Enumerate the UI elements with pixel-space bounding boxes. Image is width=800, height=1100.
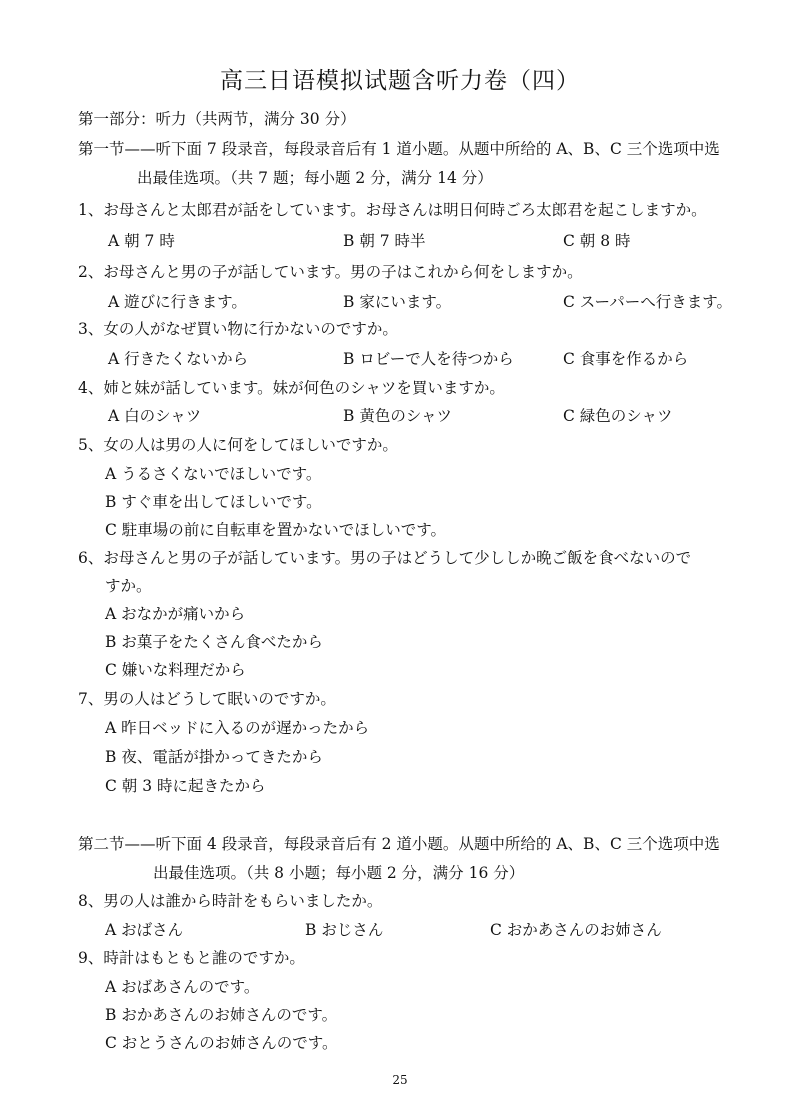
- question-9: 9、時計はもともと誰のですか。: [78, 949, 305, 967]
- question-1-option-b: B 朝 7 時半: [343, 232, 426, 250]
- question-3-option-b: B ロビーで人を待つから: [343, 350, 514, 368]
- page-number: 25: [392, 1073, 408, 1087]
- question-2-option-a: A 遊びに行きます。: [108, 293, 247, 311]
- question-7: 7、男の人はどうして眠いのですか。: [78, 690, 336, 708]
- section2-instructions-line1: 第二节——听下面 4 段录音，每段录音后有 2 道小题。从题中所给的 A、B、C 三个选项中选: [78, 835, 720, 853]
- question-7-option-b: B 夜、電話が掛かってきたから: [105, 748, 323, 766]
- question-5-option-a: A うるさくないでほしいです。: [105, 465, 322, 483]
- question-9-option-c: C おとうさんのお姉さんのです。: [105, 1034, 338, 1052]
- question-8-option-b: B おじさん: [305, 921, 384, 939]
- question-4-option-a: A 白のシャツ: [108, 407, 202, 425]
- question-1-option-c: C 朝 8 時: [563, 232, 631, 250]
- question-8: 8、男の人は誰から時計をもらいましたか。: [78, 892, 383, 910]
- question-6-option-c: C 嫌いな料理だから: [105, 661, 246, 679]
- question-4-option-b: B 黄色のシャツ: [343, 407, 453, 425]
- question-2-option-c: C スーパーへ行きます。: [563, 293, 732, 311]
- question-6-option-b: B お菓子をたくさん食べたから: [105, 633, 323, 651]
- question-5-option-b: B すぐ車を出してほしいです。: [105, 493, 322, 511]
- question-3-option-c: C 食事を作るから: [563, 350, 689, 368]
- question-2: 2、お母さんと男の子が話しています。男の子はこれから何をしますか。: [78, 263, 583, 281]
- question-4: 4、姉と妹が話しています。妹が何色のシャツを買いますか。: [78, 379, 505, 397]
- question-6-continuation: すか。: [105, 577, 152, 595]
- question-3: 3、女の人がなぜ買い物に行かないのですか。: [78, 320, 398, 338]
- part1-heading: 第一部分：听力（共两节，满分 30 分）: [78, 110, 356, 128]
- section2-instructions-line2: 出最佳选项。（共 8 小题；每小题 2 分，满分 16 分）: [153, 864, 525, 882]
- question-1: 1、お母さんと太郎君が話をしています。お母さんは明日何時ごろ太郎君を起こしますか。: [78, 201, 707, 219]
- question-4-option-c: C 緑色のシャツ: [563, 407, 673, 425]
- question-8-option-c: C おかあさんのお姉さん: [490, 921, 662, 939]
- question-6: 6、お母さんと男の子が話しています。男の子はどうして少ししか晩ご飯を食べないので: [78, 549, 692, 567]
- question-3-option-a: A 行きたくないから: [108, 350, 249, 368]
- question-9-option-b: B おかあさんのお姉さんのです。: [105, 1006, 338, 1024]
- question-5-option-c: C 駐車場の前に自転車を置かないでほしいです。: [105, 521, 447, 539]
- question-1-option-a: A 朝 7 時: [108, 232, 175, 250]
- question-9-option-a: A おばあさんのです。: [105, 978, 260, 996]
- question-6-option-a: A おなかが痛いから: [105, 605, 246, 623]
- section1-instructions-line1: 第一节——听下面 7 段录音，每段录音后有 1 道小题。从题中所给的 A、B、C 三个选项中选: [78, 140, 720, 158]
- page-title: 高三日语模拟试题含听力卷（四）: [220, 68, 580, 94]
- question-2-option-b: B 家にいます。: [343, 293, 452, 311]
- question-8-option-a: A おばさん: [105, 921, 184, 939]
- question-7-option-c: C 朝 3 時に起きたから: [105, 777, 266, 795]
- section1-instructions-line2: 出最佳选项。（共 7 题；每小题 2 分，满分 14 分）: [137, 169, 493, 187]
- question-7-option-a: A 昨日ベッドに入るのが遅かったから: [105, 719, 370, 737]
- question-5: 5、女の人は男の人に何をしてほしいですか。: [78, 436, 398, 454]
